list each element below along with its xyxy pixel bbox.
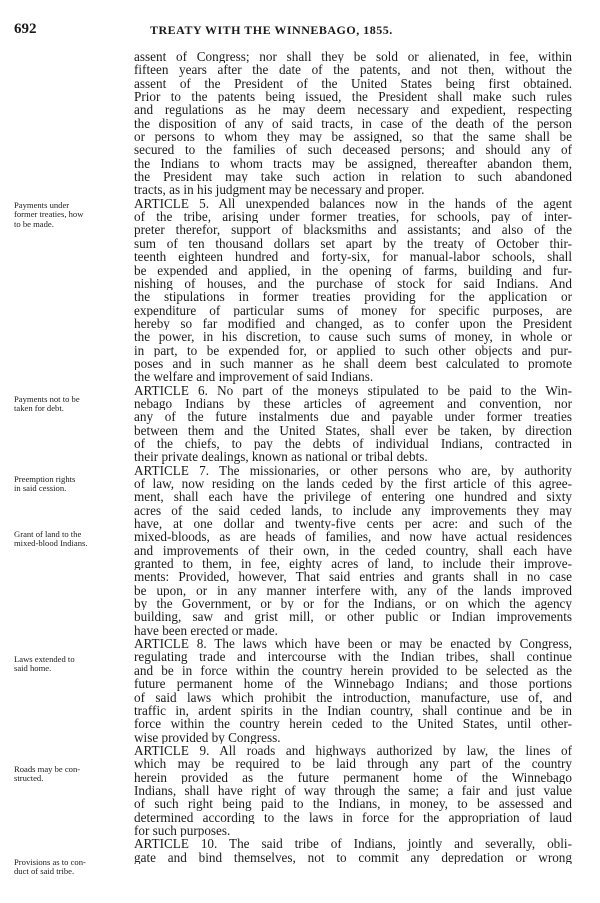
- body-line: hereby so far modified and changed, as to confer upon the President: [134, 316, 572, 331]
- body-line: wise provided by Congress.: [134, 730, 281, 744]
- body-line: of the tribe, arising under former treaties, for schools, pay of inter-: [134, 210, 572, 224]
- body-line: of said laws which prohibit the introduction, manufacture, use of, and: [134, 690, 572, 704]
- body-line: of such right being paid to the Indians, in money, to be assessed and: [134, 797, 572, 811]
- margin-note-line: structed.: [14, 773, 44, 784]
- body-line: building, saw and grist mill, or other public or Indian improvements: [134, 610, 572, 624]
- body-line: ments: Provided, however, That said entries and grants shall in no case: [134, 570, 572, 584]
- article-5-start: ARTICLE 5. All unexpended balances now in the hands of the agent: [134, 196, 572, 211]
- running-head: TREATY WITH THE WINNEBAGO, 1855.: [150, 23, 393, 37]
- body-line: teenth eighteen hundred and forty-six, for manual-labor schools, shall: [134, 250, 572, 264]
- body-line: and regulations as he may deem necessary and expedient, respecting: [134, 103, 572, 117]
- body-line: be upon, or in any manner interfere with, any of the lands improved: [134, 583, 572, 598]
- body-line: have been erected or made.: [134, 623, 278, 638]
- margin-note-line: Roads may be con-: [14, 764, 81, 774]
- body-line: by the Government, or by or for the Indians, or on which the agency: [134, 597, 572, 611]
- margin-note-line: duct of said tribe.: [14, 866, 75, 877]
- body-line: be expended and applied, in the opening of farms, building and fur-: [134, 263, 572, 277]
- margin-note-payments-not-for-debt: [14, 395, 132, 414]
- body-line: have, at one dollar and twenty-five cents per acre: and such of the: [134, 517, 572, 531]
- body-line: for such purposes.: [134, 823, 231, 838]
- treaty-body-text: [134, 50, 572, 864]
- body-line: or persons to whom they may be assigned, so that the same shall be: [134, 130, 572, 144]
- body-line: future permanent home of the Winnebago Indians; and those portions: [134, 677, 572, 691]
- body-line: and improvements of their own, in the ceded country, shall each have: [134, 543, 572, 558]
- article-8-start: ARTICLE 8. The laws which have been or may be enacted by Congress,: [134, 637, 572, 651]
- body-line: of law, now residing on the lands ceded by the first article of this agree-: [134, 477, 572, 491]
- article-7-start: ARTICLE 7. The missionaries, or other persons who are, by authority: [134, 463, 572, 477]
- margin-note-payments-former-treaties: [14, 201, 132, 229]
- margin-note-line: taken for debt.: [14, 403, 64, 414]
- margin-note-laws-extended: [14, 655, 132, 674]
- page-number: 692: [14, 21, 37, 37]
- body-line: of the chiefs, to pay the debts of individual Indians, contracted in: [134, 436, 572, 451]
- body-line: and be in force within the country herein provided to be selected as the: [134, 663, 572, 678]
- body-line: tracts, as in his judgment may be necessary and proper.: [134, 183, 425, 197]
- body-line: gate and bind themselves, not to commit any depredation or wrong: [134, 850, 572, 864]
- body-line: the President may take such action in relation to such abandoned: [134, 170, 572, 184]
- body-line: Prior to the patents being issued, the President shall make such rules: [134, 90, 572, 104]
- body-line: the stipulations in former treaties providing for the application or: [134, 290, 572, 304]
- body-line: sum of ten thousand dollars set apart by the treaty of October thir-: [134, 236, 572, 251]
- body-line: in part, to be expended for, or applied to such other objects and pur-: [134, 343, 572, 357]
- body-line: herein provided as the future permanent home of the Winnebago: [134, 770, 572, 784]
- body-line: expenditure of particular sums of money for specific purposes, are: [134, 303, 572, 317]
- body-line: determined according to the laws in force for the appropriation of laud: [134, 810, 572, 824]
- margin-note-line: Laws extended to: [14, 654, 75, 664]
- margin-note-line: Preemption rights: [14, 474, 76, 484]
- margin-note-line: said home.: [14, 663, 52, 674]
- body-line: poses and in such manner as he shall deem best calculated to promote: [134, 356, 572, 371]
- margin-note-line: Payments not to be: [14, 394, 80, 404]
- margin-note-line: former treaties, how: [14, 209, 84, 220]
- margin-note-line: Payments under: [14, 200, 70, 210]
- body-line: between them and the United States, shall ever be taken, by direction: [134, 423, 572, 437]
- body-line: ment, shall each have the privilege of entering one hundred and sixty: [134, 490, 572, 504]
- margin-note-line: mixed-blood Indians.: [14, 538, 88, 549]
- margin-note-line: Provisions as to con-: [14, 857, 86, 867]
- body-line: the Indians to whom tracts may be assigned, thereafter abandon them,: [134, 156, 572, 171]
- body-line: their private dealings, known as national or tribal debts.: [134, 450, 428, 464]
- body-line: nishing of houses, and the purchase of stock for said Indians. And: [134, 276, 572, 291]
- margin-note-line: to be made.: [14, 218, 54, 229]
- body-line: acres of the said ceded lands, to include any improvements they may: [134, 503, 572, 518]
- body-line: granted to them, in fee, eighty acres of land, to include their improve-: [134, 557, 572, 571]
- body-line: secured to the families of such deceased persons; and should any of: [134, 143, 572, 157]
- body-line: which may be required to be laid through any part of the country: [134, 757, 572, 771]
- body-line: assent of Congress; nor shall they be sold or alienated, in fee, within: [134, 50, 572, 64]
- body-line: the power, in his discretion, to cause such sums of money, in whole or: [134, 330, 572, 344]
- margin-note-mixed-blood-land-grant: [14, 530, 132, 549]
- body-line: force within the country herein ceded to the United States, until other-: [134, 717, 572, 731]
- body-line: mixed-bloods, as are heads of families, and now have actual residences: [134, 530, 572, 544]
- margin-note-conduct-of-tribe: [14, 858, 132, 877]
- body-line: Indians, shall have right of way through the same; a fair and just value: [134, 783, 572, 798]
- margin-note-line: Grant of land to the: [14, 529, 82, 539]
- margin-note-roads: [14, 765, 132, 784]
- margin-note-preemption-rights: [14, 475, 132, 494]
- article-9-start: ARTICLE 9. All roads and highways authorized by law, the lines of: [134, 743, 572, 758]
- article-6-start: ARTICLE 6. No part of the moneys stipulated to be paid to the Win-: [134, 383, 572, 397]
- body-line: the welfare and improvement of said Indians.: [134, 370, 374, 384]
- article-10-start: ARTICLE 10. The said tribe of Indians, jointly and severally, obli-: [134, 837, 572, 851]
- body-line: regulating trade and intercourse with the Indian tribes, shall continue: [134, 650, 572, 664]
- margin-note-line: in said cession.: [14, 483, 67, 494]
- body-line: traffic in, ardent spirits in the Indian country, shall continue and be in: [134, 703, 572, 718]
- body-line: any of the future instalments due and payable under former treaties: [134, 410, 572, 424]
- body-line: fifteen years after the date of the patents, and not then, without the: [134, 63, 572, 77]
- body-line: assent of the President of the United States being first obtained.: [134, 76, 572, 91]
- body-line: the disposition of any of said tracts, in case of the death of the person: [134, 116, 572, 131]
- body-line: preter therefor, support of blacksmiths and assistants; and also of the: [134, 223, 572, 237]
- body-line: nebago Indians by these articles of agreement and convention, nor: [134, 396, 572, 411]
